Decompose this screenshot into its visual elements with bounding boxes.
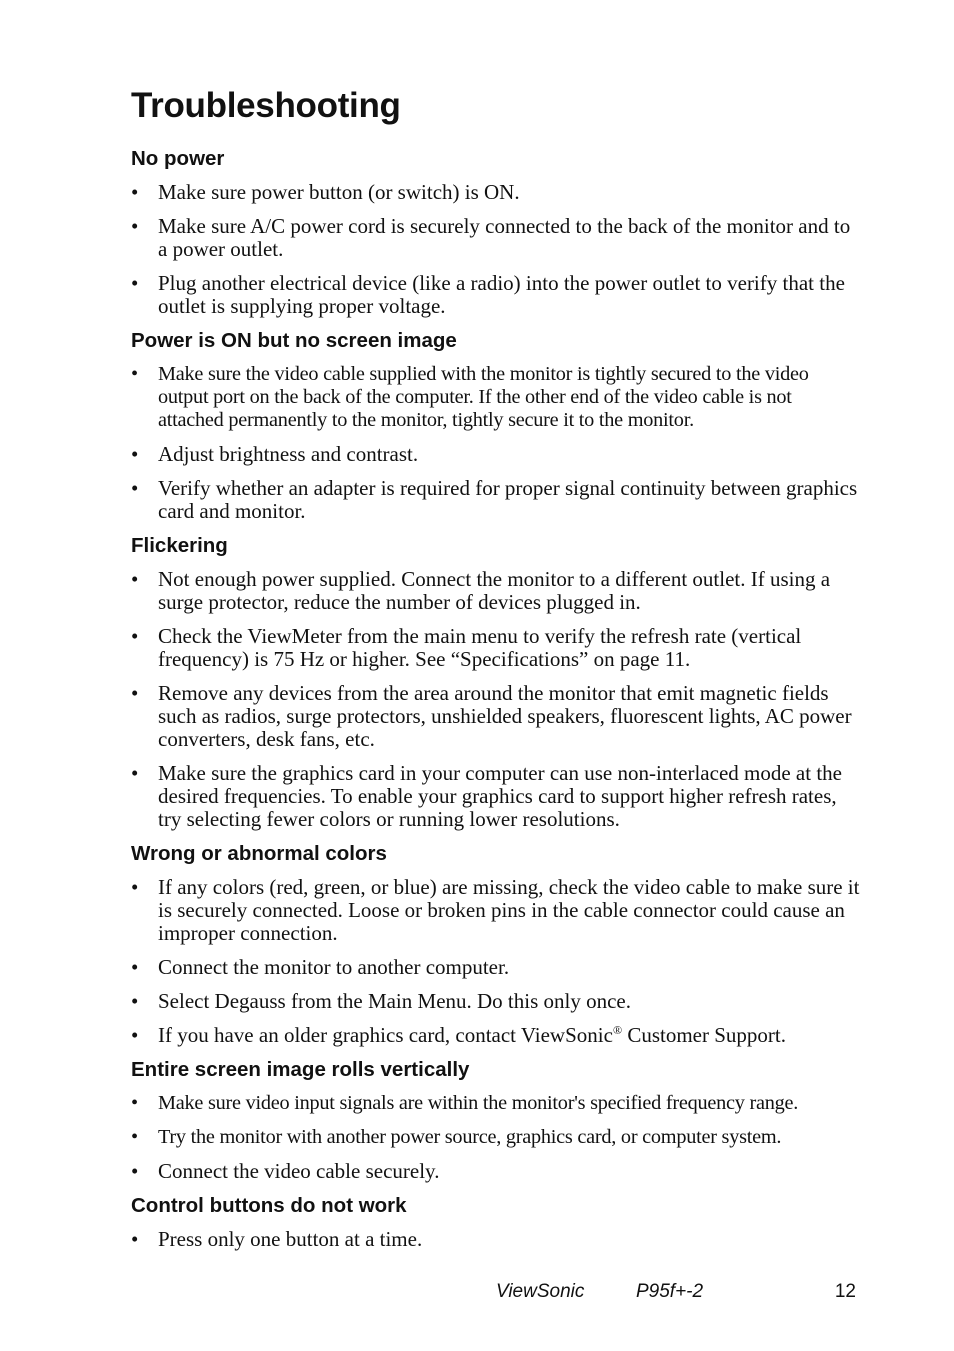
bullet-list: [131, 876, 861, 1047]
list-item: • Plug another electrical device (like a radio) into the power outlet to verify that the outlet is supplying proper voltage.: [131, 271, 845, 318]
list-item: • If you have an older graphics card, contact ViewSonic® Customer Support.: [131, 1023, 786, 1047]
list-item: • Verify whether an adapter is required for proper signal continuity between graphics card and monitor.: [131, 476, 858, 523]
section-heading: Wrong or abnormal colors: [131, 842, 387, 865]
page-number: 12: [834, 1281, 856, 1302]
bullet-list: [131, 363, 861, 523]
bullet-icon: •: [131, 363, 138, 385]
section-control-buttons: [131, 1194, 861, 1251]
bullet-icon: •: [131, 442, 139, 466]
bullet-list: [131, 568, 861, 831]
section-rolls-vertically: [131, 1058, 861, 1183]
bullet-icon: •: [131, 681, 139, 705]
list-item: • Connect the monitor to another computer.: [131, 955, 510, 979]
section-heading: Control buttons do not work: [131, 1194, 407, 1217]
bullet-icon: •: [131, 1092, 138, 1114]
bullet-list: [131, 1228, 861, 1251]
bullet-icon: •: [131, 180, 139, 204]
bullet-icon: •: [131, 989, 139, 1013]
list-item: • Connect the video cable securely.: [131, 1159, 440, 1183]
bullet-icon: •: [131, 1126, 138, 1148]
list-item: • Make sure the video cable supplied with the monitor is tightly secured to the video output port on the back of the computer. If the other end of the video cable is not attached permanently to the monitor, tightly secure it to the monitor.: [131, 363, 809, 431]
list-item: • Make sure video input signals are within the monitor's specified frequency range.: [131, 1092, 799, 1114]
bullet-icon: •: [131, 1023, 139, 1047]
list-item: • Select Degauss from the Main Menu. Do this only once.: [131, 989, 631, 1013]
bullet-icon: •: [131, 955, 139, 979]
list-item: • Press only one button at a time.: [131, 1227, 423, 1251]
bullet-icon: •: [131, 476, 139, 500]
list-item: • Check the ViewMeter from the main menu to verify the refresh rate (vertical frequency) is 75 Hz or higher. See “Specifications” on page 11.: [131, 624, 802, 671]
bullet-icon: •: [131, 761, 139, 785]
section-heading: Entire screen image rolls vertically: [131, 1058, 470, 1081]
registered-mark: ®: [612, 1023, 623, 1037]
bullet-icon: •: [131, 624, 139, 648]
list-item: • Adjust brightness and contrast.: [131, 442, 419, 466]
list-item: • Not enough power supplied. Connect the monitor to a different outlet. If using a surge protector, reduce the number of devices plugged in.: [131, 567, 831, 614]
section-heading: Power is ON but no screen image: [131, 329, 457, 352]
list-item: • If any colors (red, green, or blue) are missing, check the video cable to make sure it is securely connected. Loose or broken pins in the cable connector could cause an improper connection.: [131, 875, 860, 945]
bullet-icon: •: [131, 1227, 139, 1251]
section-wrong-colors: [131, 842, 861, 1047]
section-heading: No power: [131, 147, 225, 170]
list-item: • Make sure the graphics card in your computer can use non-interlaced mode at the desired frequencies. To enable your graphics card to support higher refresh rates, try selecting fewer colors or running lower resolutions.: [131, 761, 842, 831]
bullet-icon: •: [131, 214, 139, 238]
footer-model: P95f+-2: [636, 1281, 704, 1302]
section-heading: Flickering: [131, 534, 228, 557]
list-item: • Make sure power button (or switch) is ON.: [131, 180, 520, 204]
section-flickering: [131, 534, 861, 831]
list-item: • Remove any devices from the area around the monitor that emit magnetic fields such as radios, surge protectors, unshielded speakers, fluorescent lights, AC power converters, desk fans, etc.: [131, 681, 852, 751]
bullet-icon: •: [131, 875, 139, 899]
section-no-screen-image: [131, 329, 861, 523]
bullet-icon: •: [131, 567, 139, 591]
page-footer: [496, 1281, 856, 1305]
page-content: [131, 84, 861, 1262]
bullet-list: [131, 181, 861, 318]
page-title: Troubleshooting: [131, 86, 401, 125]
footer-brand: ViewSonic: [496, 1281, 585, 1302]
bullet-list: [131, 1092, 861, 1183]
section-no-power: [131, 147, 861, 318]
list-item: • Make sure A/C power cord is securely connected to the back of the monitor and to a power outlet.: [131, 214, 851, 261]
list-item: • Try the monitor with another power source, graphics card, or computer system.: [131, 1126, 782, 1148]
bullet-icon: •: [131, 271, 139, 295]
bullet-icon: •: [131, 1159, 139, 1183]
